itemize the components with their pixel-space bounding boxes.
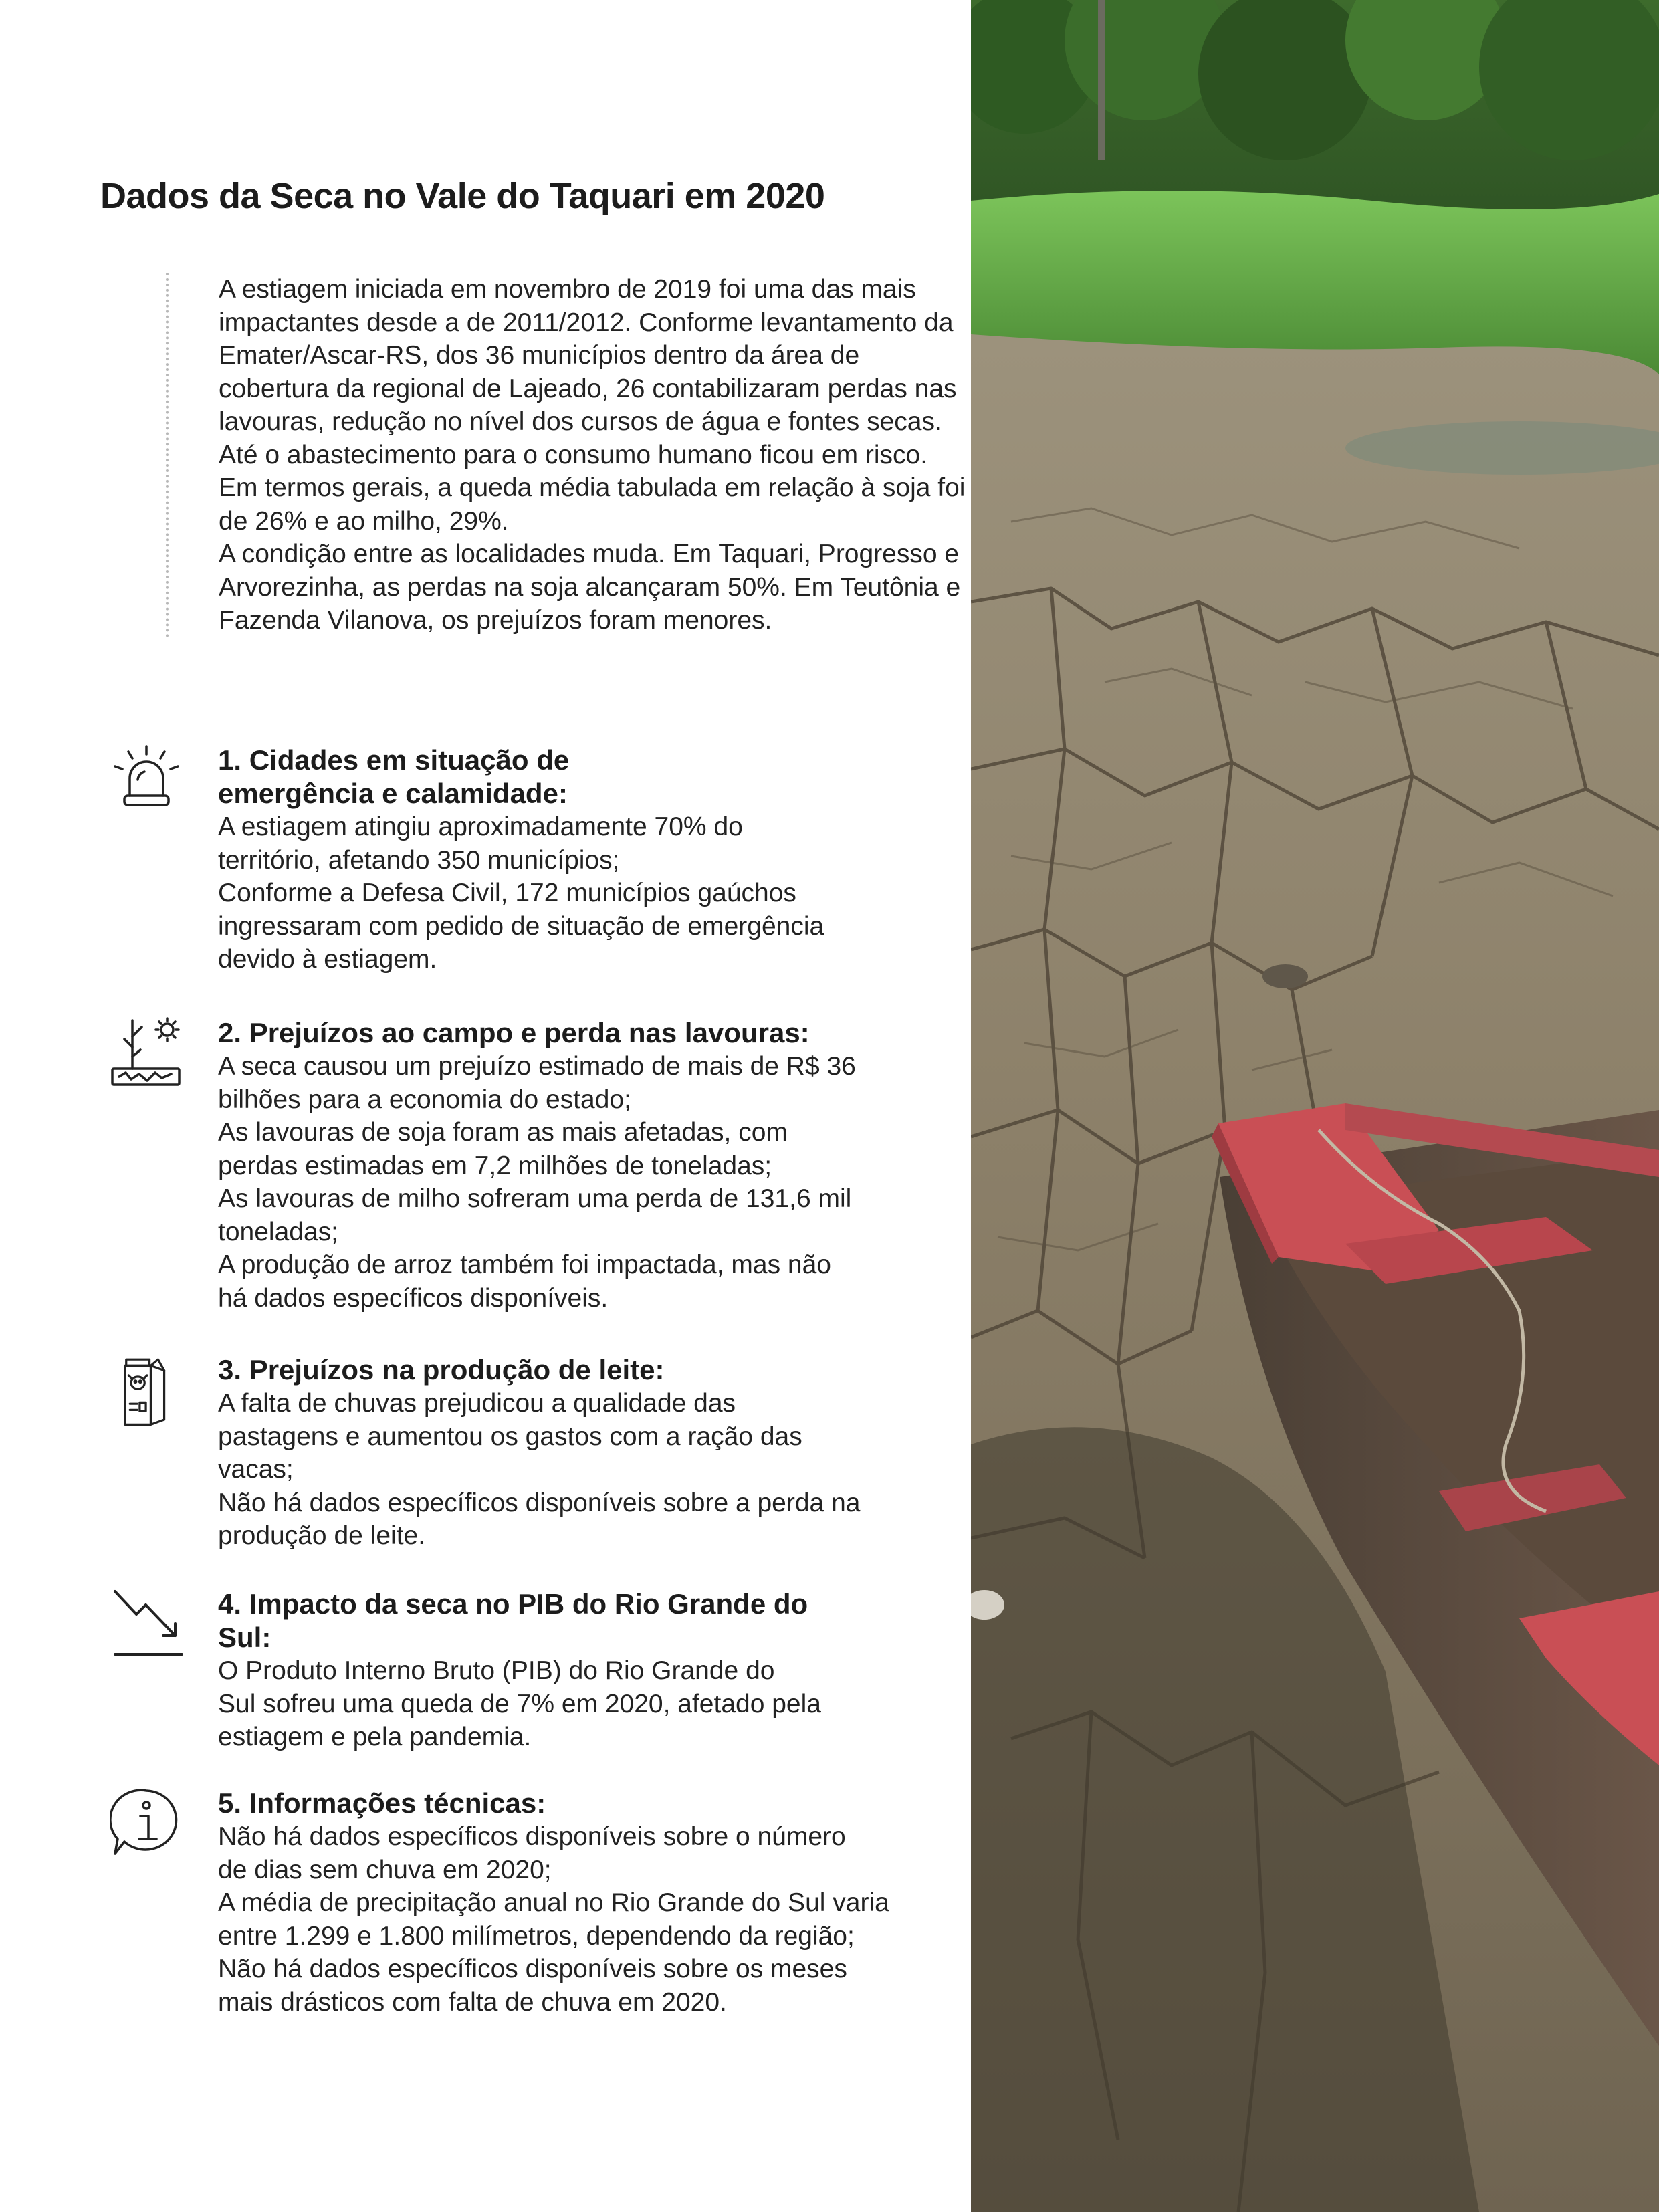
section-line: O Produto Interno Bruto (PIB) do Rio Grande do	[218, 1656, 775, 1685]
section-milk	[100, 1353, 923, 1553]
section-line: pastagens e aumentou os gastos com a ração das	[218, 1422, 802, 1451]
section-line: de dias sem chuva em 2020;	[218, 1855, 552, 1884]
dry-field-sun-icon	[110, 1016, 183, 1090]
section-line: entre 1.299 e 1.800 milímetros, dependendo da região;	[218, 1921, 855, 1951]
intro-block	[166, 273, 968, 637]
section-gdp	[100, 1587, 923, 1754]
section-line: As lavouras de soja foram as mais afetadas, com	[218, 1118, 788, 1147]
section-heading: 1. Cidades em situação de	[218, 744, 570, 776]
section-line: Conforme a Defesa Civil, 172 municípios gaúchos	[218, 879, 796, 907]
milk-carton-icon	[110, 1353, 183, 1427]
section-line: A seca causou um prejuízo estimado de mais de R$ 36	[218, 1052, 856, 1081]
trend-down-icon	[110, 1587, 183, 1661]
dry-riverbed-boat-photo	[971, 0, 1659, 2212]
section-crops	[100, 1016, 923, 1315]
section-technical	[100, 1787, 923, 2019]
section-line: A produção de arroz também foi impactada, mas não	[218, 1250, 831, 1279]
section-line: As lavouras de milho sofreram uma perda de 131,6 mil	[218, 1184, 852, 1213]
section-line: ingressaram com pedido de situação de emergência	[218, 911, 824, 941]
section-line: A falta de chuvas prejudicou a qualidade das	[218, 1389, 736, 1418]
section-line: produção de leite.	[218, 1521, 426, 1550]
section-line: A estiagem atingiu aproximadamente 70% do	[218, 812, 743, 841]
section-line: bilhões para a economia do estado;	[218, 1085, 631, 1114]
intro-paragraph: Em termos gerais, a queda média tabulada em relação à soja foi de 26% e ao milho, 29%.	[219, 473, 966, 536]
section-heading: 3. Prejuízos na produção de leite:	[218, 1354, 665, 1386]
section-line: perdas estimadas em 7,2 milhões de toneladas;	[218, 1151, 772, 1180]
section-line: Não há dados específicos disponíveis sobre o número	[218, 1822, 846, 1851]
section-line: Não há dados específicos disponíveis sobre os meses	[218, 1955, 847, 1983]
alarm-siren-icon	[110, 744, 183, 817]
section-line: devido à estiagem.	[218, 945, 437, 974]
section-line: A média de precipitação anual no Rio Grande do Sul varia	[218, 1888, 889, 1917]
intro-paragraph: A condição entre as localidades muda. Em Taquari, Progresso e Arvorezinha, as perdas na soja alcançaram 50%. Em Teutônia e Fazenda Vilanova, os prejuízos foram menores.	[219, 540, 961, 635]
section-line: mais drásticos com falta de chuva em 2020.	[218, 1987, 727, 2017]
section-line: vacas;	[218, 1455, 294, 1484]
section-line: estiagem e pela pandemia.	[218, 1723, 532, 1751]
section-line: território, afetando 350 municípios;	[218, 845, 620, 875]
section-heading: 5. Informações técnicas:	[218, 1787, 546, 1819]
section-heading: 4. Impacto da seca no PIB do Rio Grande do	[218, 1588, 808, 1620]
section-line: há dados específicos disponíveis.	[218, 1283, 609, 1313]
section-line: Sul sofreu uma queda de 7% em 2020, afetado pela	[218, 1689, 821, 1719]
intro-paragraph: A estiagem iniciada em novembro de 2019 foi uma das mais impactantes desde a de 2011/2012. Conforme levantamento da Emater/Ascar-RS, dos 36 municípios dentro da área de cobertura da regional de Lajeado, 26 contabilizaram perdas nas lavouras, redução no nível dos cursos de água e fontes secas. Até o abastecimento para o consumo humano ficou em risco.	[219, 275, 957, 469]
section-emergency	[100, 744, 923, 976]
page-title: Dados da Seca no Vale do Taquari em 2020	[100, 176, 825, 216]
section-heading: Sul:	[218, 1622, 271, 1653]
section-heading: 2. Prejuízos ao campo e perda nas lavouras:	[218, 1017, 810, 1048]
section-line: Não há dados específicos disponíveis sobre a perda na	[218, 1488, 861, 1517]
info-bubble-icon	[110, 1787, 183, 1860]
section-heading: emergência e calamidade:	[218, 778, 568, 809]
section-line: toneladas;	[218, 1217, 338, 1246]
